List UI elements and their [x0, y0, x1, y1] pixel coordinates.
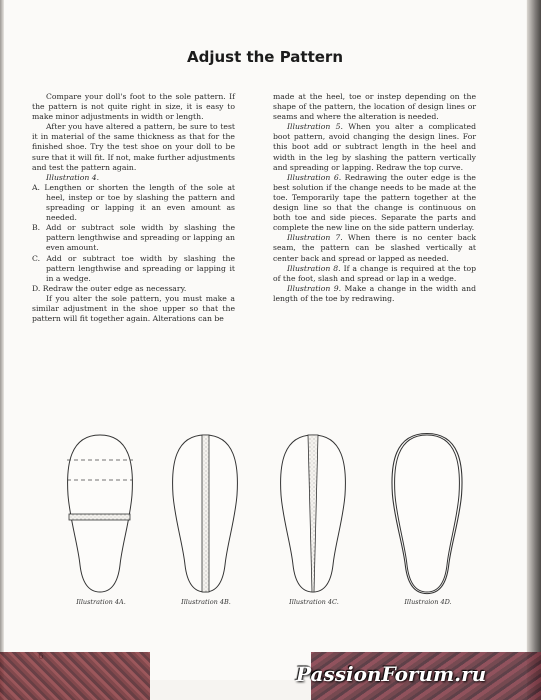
illustration-8-label: Illustration 8.	[287, 263, 341, 273]
illustration-6-text: Redrawing the outer edge is the best solution if the change needs to be made at the toe. Temporarily tape the pattern together at the design line so that the change is continuous on both toe and side pieces. Separate the parts and complete the new line on the side pattern underlay.	[273, 172, 476, 233]
list-letter: D.	[32, 283, 41, 293]
illustration-4a-sole	[67, 435, 133, 592]
list-letter: B.	[32, 223, 41, 233]
page-title: Adjust the Pattern	[186, 48, 344, 66]
illustration-5-label: Illustration 5.	[287, 122, 343, 132]
left-paragraph-3: If you alter the sole pattern, you must make a similar adjustment in the shoe upper so that the pattern will fit together again. Alterations can be	[32, 293, 235, 324]
illustration-7-label: Illustration 7.	[287, 233, 343, 243]
illustration-6-label: Illustration 6.	[287, 172, 342, 182]
illustration-5-text: When you alter a complicated boot pattern, avoid changing the design lines. For this boot add or subtract length in the heel and width in the leg by slashing the pattern vertically and spreading or lapping. Redraw the top curve.	[273, 122, 477, 172]
illustration-4-label: Illustration 4.	[46, 172, 100, 182]
caption-4c: Illustration 4C.	[289, 598, 339, 606]
illustration-4d-sole	[392, 434, 462, 594]
list-text: Add or subtract sole width by slashing the pattern lengthwise and spreading or lapping an even amount.	[45, 223, 235, 253]
left-paragraph-2: After you have altered a pattern, be sure to test it in material of the same thickness as that for the finished shoe. Try the test shoe on your doll to be sure that it will fit. If not, make further adjustments and test the pattern again.	[32, 122, 235, 172]
site-watermark: PassionForum.ru	[296, 662, 487, 686]
list-letter: A.	[32, 182, 40, 192]
illustration-7-text: When there is no center back seam, the pattern can be slashed vertically at center back and spread or lapped as needed.	[273, 233, 476, 263]
list-text: Lengthen or shorten the length of the sole at heel, instep or toe by slashing the pattern and spreading or lapping it an even amount as needed.	[44, 182, 235, 223]
caption-4d: Illustraion 4D.	[404, 598, 452, 606]
caption-4a: Illustration 4A.	[76, 598, 126, 606]
illustration-9-text: Make a change in the width and length of the toe by redrawing.	[273, 283, 476, 303]
illustration-8-text: If a change is required at the top of the foot, slash and spread or lap in a wedge.	[273, 263, 477, 283]
caption-4b: Illustration 4B.	[181, 598, 231, 606]
scan-edge-right	[527, 0, 541, 700]
list-text: Redraw the outer edge as necessary.	[42, 283, 187, 293]
list-letter: C.	[32, 253, 41, 263]
book-page	[4, 0, 526, 680]
left-paragraph-1: Compare your doll's foot to the sole pattern. If the pattern is not quite right in size, it is easy to make minor adjustments in width or length.	[32, 92, 235, 122]
sole-illustrations	[4, 0, 526, 680]
list-text: Add or subtract toe width by slashing the pattern lengthwise and spreading or lapping it in a wedge.	[46, 253, 235, 283]
fabric-background-left	[0, 652, 150, 700]
right-paragraph-1: made at the heel, toe or instep depending on the shape of the pattern, the location of design lines or seams and where the alteration is needed.	[273, 92, 476, 122]
illustration-4c-sole	[281, 435, 346, 592]
illustration-9-label: Illustration 9.	[287, 283, 342, 293]
illustration-4b-sole	[173, 435, 238, 592]
